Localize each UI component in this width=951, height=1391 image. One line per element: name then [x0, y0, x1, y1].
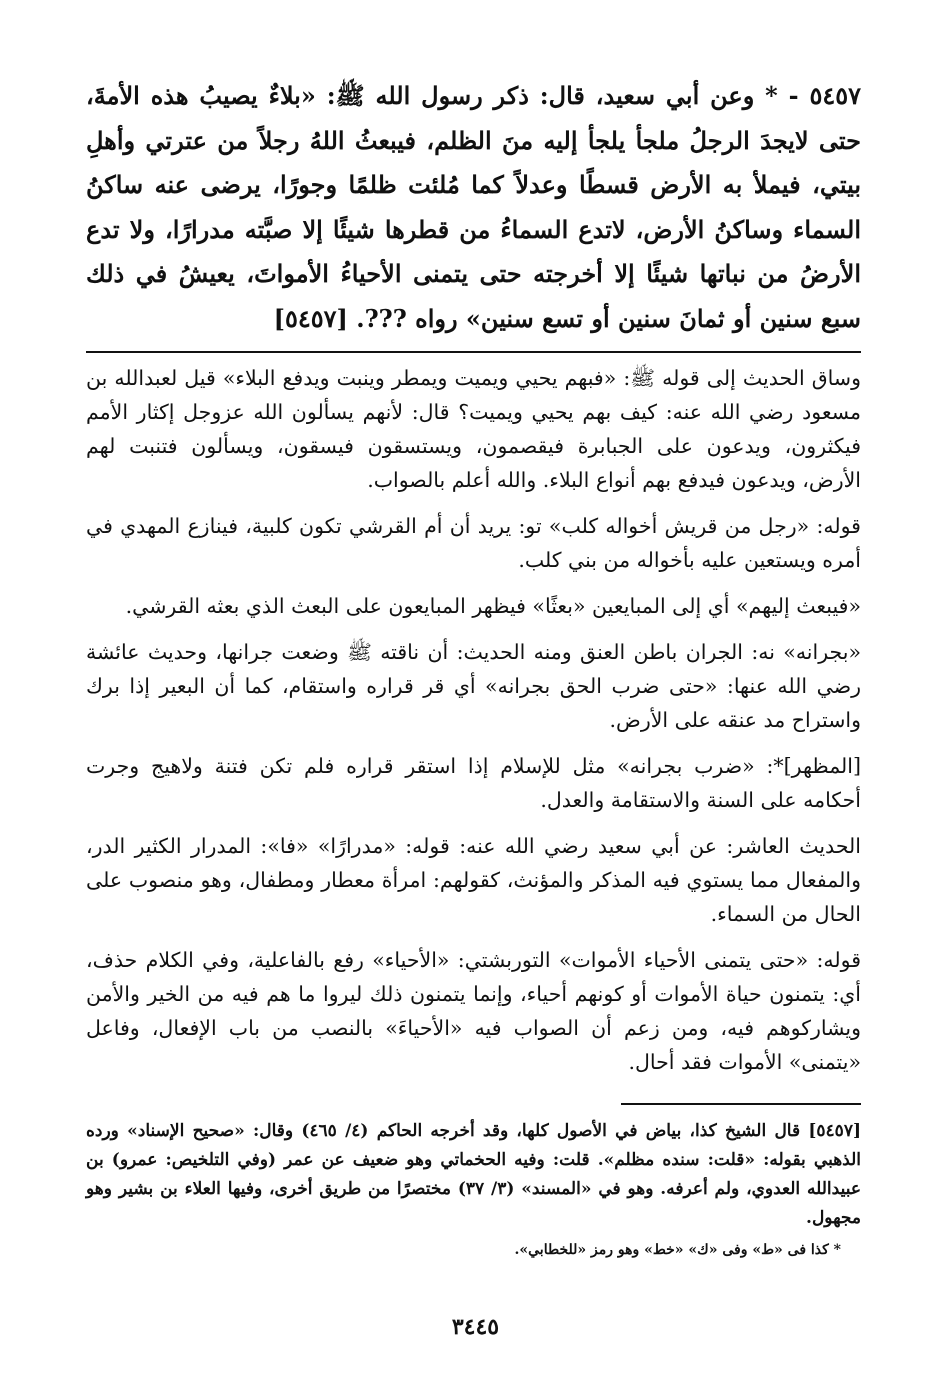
commentary-paragraph: [المظهر]*: «ضرب بجرانه» مثل للإسلام إذا استقر قراره فلم تكن فتنة ولاهيج وجرت أحكامه على السنة والاستقامة والعدل. — [86, 754, 861, 812]
footnote-note: * كذا فى «ط» وفى «ك» «خط» وهو رمز «للخطابي». — [514, 1242, 841, 1258]
commentary-paragraph: قوله: «رجل من قريش أخواله كلب» تو: يريد أن أم القرشي تكون كلبية، فينازع المهدي في أمره ويستعين عليه بأخواله من بني كلب. — [86, 514, 861, 572]
footnote-divider — [621, 1103, 861, 1105]
commentary-paragraph: «فيبعث إليهم» أي إلى المبايعين «بعثًا» فيظهر المبايعون على البعث الذي بعثه القرشي. — [125, 594, 861, 618]
hadith-text: ٥٤٥٧ - * وعن أبي سعيد، قال: ذكر رسول الله ﷺ: «بلاءٌ يصيبُ هذه الأمةَ، حتى لايجدَ الرجلُ ملجأ يلجأ إليه منَ الظلم، فيبعثُ اللهُ رجلاً من عترتي وأهلِ بيتي، فيملأ به الأرض قسطًا وعدلاً كما مُلئت ظلمًا وجورًا، يرضى عنه ساكنُ السماء وساكنُ الأرض، لاتدع السماءُ من قطرها شيئًا إلا صبَّته مدرارًا، ولا تدع الأرضُ من نباتها شيئًا إلا أخرجته حتى يتمنى الأحياءُ الأمواتَ، يعيشُ في ذلك سبع سنين أو ثمانَ سنين أو تسع سنين» رواه ???. [٥٤٥٧] — [86, 81, 861, 333]
commentary-paragraph: الحديث العاشر: عن أبي سعيد رضي الله عنه: قوله: «مدرارًا» «فا»: المدرار الكثير الدر، والمفعال مما يستوي فيه المذكر والمؤنث، كقولهم: امرأة معطار ومطفال، وهو منصوب على الحال من السماء. — [86, 834, 861, 926]
page-number: ٣٤٤٥ — [451, 1314, 500, 1340]
footnote: [٥٤٥٧] قال الشيخ كذا، بياض في الأصول كلها، وقد أخرجه الحاكم (٤/ ٤٦٥) وقال: «صحيح الإسناد» ورده الذهبي بقوله: «قلت: سنده مظلم». قلت: وفيه الحخماتي وهو ضعيف عن عمر (وفي التلخيص: عمرو) بن عبيدالله العدوي، ولم أعرفه. وهو في «المسند» (٣/ ٣٧) مختصرًا من طريق أخرى، وفيها العلاء بن بشير وهو مجهول. — [86, 1121, 861, 1228]
commentary-section — [86, 361, 861, 1079]
commentary-paragraph: قوله: «حتى يتمنى الأحياء الأموات» التوربشتي: «الأحياء» رفع بالفاعلية، وفي الكلام حذف، أي: يتمنون حياة الأموات أو كونهم أحياء، وإنما يتمنون ذلك ليروا ما هم فيه من الخير والأمن ويشاركوهم فيه، ومن زعم أن الصواب فيه «الأحياءَ» بالنصب من باب الإفعال، وفاعل «يتمنى» الأموات فقد أحال. — [86, 948, 861, 1074]
commentary-paragraph: «بجرانه» نه: الجران باطن العنق ومنه الحديث: أن ناقته ﷺ وضعت جرانها، وحديث عائشة رضي الله عنها: «حتى ضرب الحق بجرانه» أي قر قراره واستقام، كما أن البعير إذا برك واستراح مد عنقه على الأرض. — [86, 640, 861, 732]
main-divider — [86, 351, 861, 353]
commentary-paragraph: وساق الحديث إلى قوله ﷺ: «فبهم يحيي ويميت ويمطر وينبت ويدفع البلاء» قيل لعبدالله بن مسعود رضي الله عنه: كيف بهم يحيي ويميت؟ قال: لأنهم يسألون الله عزوجل إكثار الأمم فيكثرون، ويدعون على الجبابرة فيقصمون، ويستسقون فيسقون، ويسألون فتنبت لهم الأرض، ويدعون فيدفع بهم أنواع البلاء. والله أعلم بالصواب. — [86, 366, 861, 492]
